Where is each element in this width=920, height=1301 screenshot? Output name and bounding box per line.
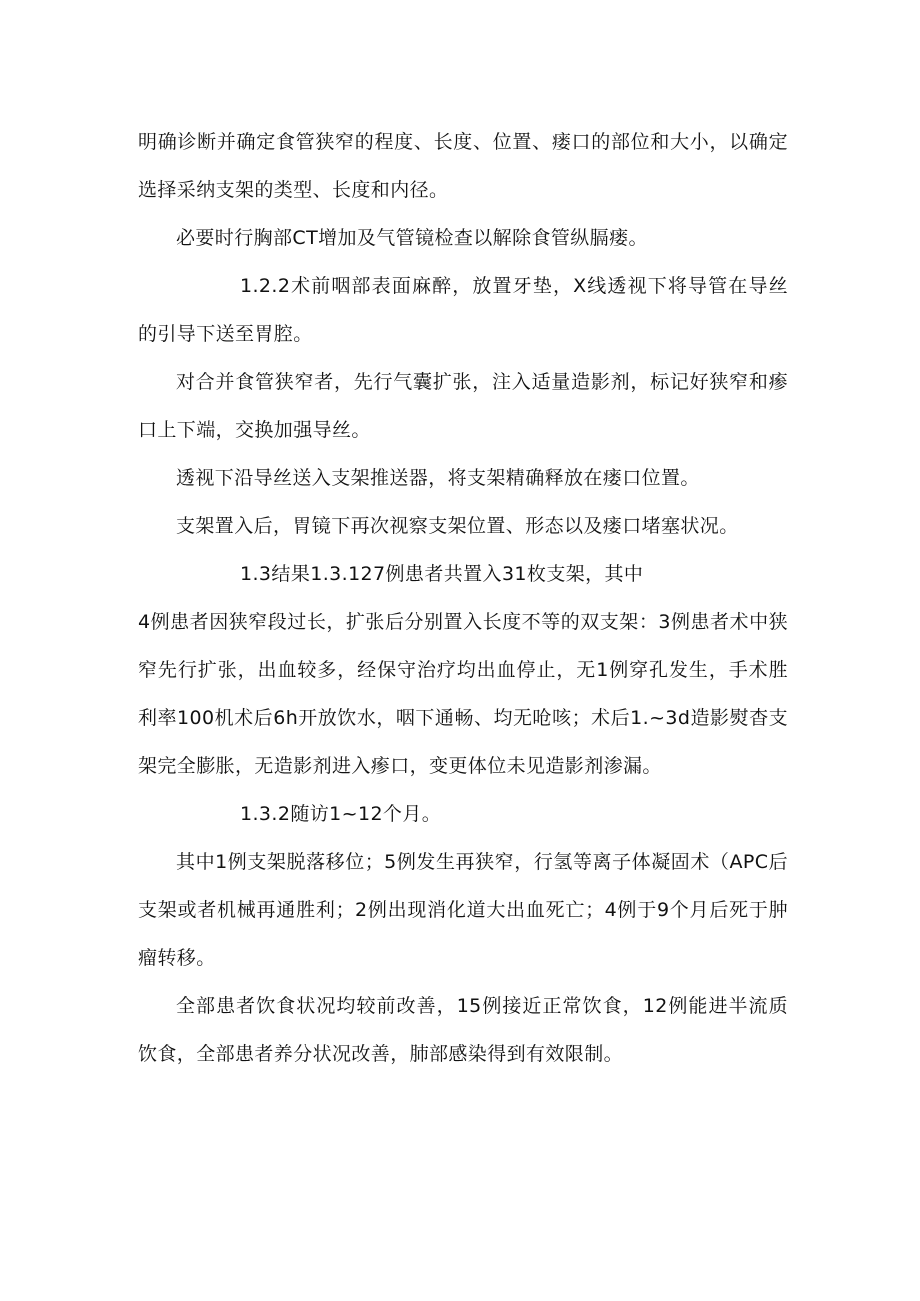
paragraph-results-detail: 4例患者因狭窄段过长，扩张后分别置入长度不等的双支架：3例患者术中狭窄先行扩张，出血较多，经保守治疗均出血停止，无1例穿孔发生，手术胜利率100机术后6h开放饮水，咽下通畅、均无呛咳；术后1.~3d造影熨杳支架完全膨胀，无造影剂进入瘆口，变更体位未见造影剂渗漏。 — [138, 611, 788, 777]
paragraph-balloon-dilation: 对合并食管狭窄者，先行气囊扩张，注入适量造影剂，标记好狭窄和瘆口上下端，交换加强导丝。 — [138, 371, 788, 441]
paragraph-ct-exam: 必要时行胸部CT增加及气管镜检查以解除食管纵膈瘘。 — [176, 227, 648, 249]
document-body — [138, 118, 788, 1078]
paragraph-section-1-3-2: 1.3.2随访1~12个月。 — [240, 803, 442, 825]
paragraph-section-1-3-results: 1.3结果1.3.127例患者共置入31枚支架，其中 — [240, 563, 644, 585]
paragraph-stent-release: 透视下沿导丝送入支架推送器，将支架精确释放在瘘口位置。 — [176, 467, 700, 489]
paragraph-diagnosis: 明确诊断并确定食管狭窄的程度、长度、位置、瘘口的部位和大小，以确定选择采纳支架的类型、长度和内径。 — [138, 131, 788, 201]
paragraph-gastroscope-check: 支架置入后，胃镜下再次视察支架位置、形态以及瘘口堵塞状况。 — [176, 515, 739, 537]
paragraph-section-1-2-2: 1.2.2术前咽部表面麻醉，放置牙垫，X线透视下将导管在导丝的引导下送至胃腔。 — [138, 275, 788, 345]
paragraph-follow-up: 其中1例支架脱落移位；5例发生再狭窄，行氢等离子体凝固术（APC后支架或者机械再通胜利；2例出现消化道大出血死亡；4例于9个月后死于肿瘤转移。 — [138, 851, 788, 969]
paragraph-diet-improvement: 全部患者饮食状况均较前改善，15例接近正常饮食，12例能进半流质饮食，全部患者养分状况改善，肺部感染得到有效限制。 — [138, 995, 788, 1065]
